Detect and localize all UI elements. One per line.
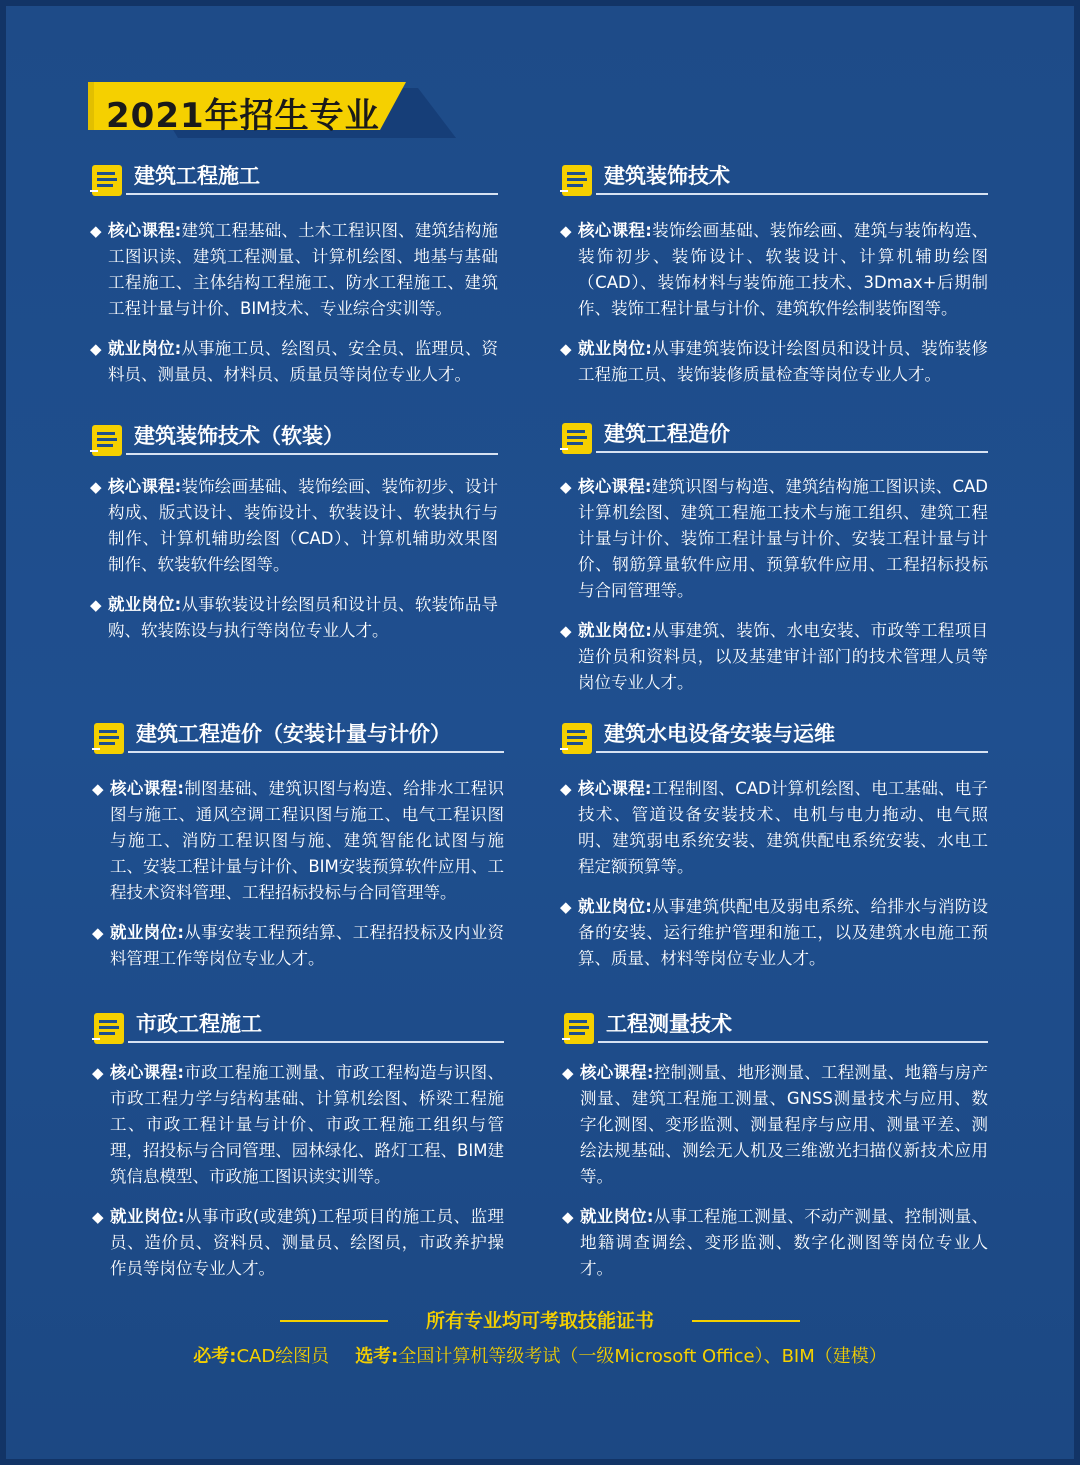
section-divider <box>126 193 498 195</box>
diamond-bullet-icon: ◆ <box>562 1208 574 1226</box>
footer-certificates <box>0 1342 1080 1368</box>
core-text: 建筑识图与构造、建筑结构施工图识读、CAD计算机绘图、建筑工程施工技术与施工组织、建筑工程计量与计价、装饰工程计量与计价、安装工程计量与计价、钢筋算量软件应用、预算软件应用、工程招标投标与合同管理等。 <box>578 477 988 600</box>
jobs-label: 就业岗位: <box>580 1207 654 1226</box>
diamond-bullet-icon: ◆ <box>560 780 572 798</box>
core-courses <box>560 474 988 604</box>
page-title: 2021年招生专业 <box>106 96 380 136</box>
jobs-label: 就业岗位: <box>578 621 652 640</box>
core-label: 核心课程: <box>578 477 652 496</box>
section-card <box>92 718 504 972</box>
section-title: 建筑工程施工 <box>134 164 260 188</box>
diamond-bullet-icon: ◆ <box>560 222 572 240</box>
section-header <box>92 718 504 760</box>
jobs-label: 就业岗位: <box>108 595 182 614</box>
core-courses <box>92 776 504 906</box>
diamond-bullet-icon: ◆ <box>90 222 102 240</box>
core-courses <box>560 776 988 880</box>
section-divider <box>126 453 498 455</box>
section-card <box>90 160 498 388</box>
section-header <box>92 1008 504 1050</box>
jobs-text: 从事建筑、装饰、水电安装、市政等工程项目造价员和资料员，以及基建审计部门的技术管理人员等岗位专业人才。 <box>578 621 989 692</box>
core-courses <box>560 218 988 322</box>
core-label: 核心课程: <box>578 779 652 798</box>
section-divider <box>128 751 504 753</box>
core-text: 控制测量、地形测量、工程测量、地籍与房产测量、建筑工程施工测量、GNSS测量技术与应用、数字化测图、变形监测、测量程序与应用、测量平差、测绘法规基础、测绘无人机及三维激光扫描仪新技术应用等。 <box>580 1063 988 1186</box>
diamond-bullet-icon: ◆ <box>92 1064 104 1082</box>
core-label: 核心课程: <box>110 779 184 798</box>
diamond-bullet-icon: ◆ <box>562 1064 574 1082</box>
core-courses <box>90 474 498 578</box>
section-card <box>562 1008 988 1282</box>
job-positions <box>562 1204 988 1282</box>
core-label: 核心课程: <box>580 1063 654 1082</box>
jobs-label: 就业岗位: <box>110 1207 185 1226</box>
section-header <box>90 420 498 462</box>
jobs-label: 就业岗位: <box>108 339 182 358</box>
required-label: 必考: <box>193 1346 237 1367</box>
core-text: 工程制图、CAD计算机绘图、电工基础、电子技术、管道设备安装技术、电机与电力拖动、电气照明、建筑弱电系统安装、建筑供配电系统安装、水电工程定额预算等。 <box>578 779 988 876</box>
jobs-text: 从事施工员、绘图员、安全员、监理员、资料员、测量员、材料员、质量员等岗位专业人才。 <box>108 339 498 384</box>
jobs-label: 就业岗位: <box>578 339 652 358</box>
diamond-bullet-icon: ◆ <box>560 622 572 640</box>
core-text: 建筑工程基础、土木工程识图、建筑结构施工图识读、建筑工程测量、计算机绘图、地基与基础工程施工、主体结构工程施工、防水工程施工、建筑工程计量与计价、BIM技术、专业综合实训等。 <box>108 221 498 318</box>
section-card <box>560 418 988 696</box>
section-header <box>562 1008 988 1050</box>
jobs-text: 从事建筑供配电及弱电系统、给排水与消防设备的安装、运行维护管理和施工，以及建筑水电施工预算、质量、材料等岗位专业人才。 <box>578 897 989 968</box>
jobs-text: 从事市政(或建筑)工程项目的施工员、监理员、造价员、资料员、测量员、绘图员，市政养护操作员等岗位专业人才。 <box>110 1207 505 1278</box>
diamond-bullet-icon: ◆ <box>90 478 102 496</box>
core-label: 核心课程: <box>110 1063 184 1082</box>
section-title: 工程测量技术 <box>606 1012 732 1036</box>
jobs-text: 从事工程施工测量、不动产测量、控制测量、地籍调查调绘、变形监测、数字化测图等岗位专业人才。 <box>580 1207 988 1278</box>
job-positions <box>92 920 504 972</box>
diamond-bullet-icon: ◆ <box>92 924 104 942</box>
core-label: 核心课程: <box>578 221 652 240</box>
job-positions <box>560 894 988 972</box>
section-divider <box>598 1041 988 1043</box>
jobs-text: 从事软装设计绘图员和设计员、软装饰品导购、软装陈设与执行等岗位专业人才。 <box>108 595 498 640</box>
optional-label: 选考: <box>355 1346 399 1367</box>
section-divider <box>596 451 988 453</box>
diamond-bullet-icon: ◆ <box>560 340 572 358</box>
section-header <box>90 160 498 202</box>
section-divider <box>128 1041 504 1043</box>
diamond-bullet-icon: ◆ <box>560 478 572 496</box>
section-header <box>560 718 988 760</box>
footer-title: 所有专业均可考取技能证书 <box>425 1310 654 1332</box>
section-card <box>92 1008 504 1282</box>
jobs-label: 就业岗位: <box>578 897 652 916</box>
section-title: 建筑工程造价（安装计量与计价） <box>136 722 451 746</box>
diamond-bullet-icon: ◆ <box>92 780 104 798</box>
jobs-label: 就业岗位: <box>110 923 184 942</box>
section-title: 建筑水电设备安装与运维 <box>604 722 835 746</box>
section-card <box>560 160 988 388</box>
core-label: 核心课程: <box>108 477 182 496</box>
optional-value: 全国计算机等级考试（一级Microsoft Office）、BIM（建模） <box>398 1346 887 1367</box>
section-divider <box>596 751 988 753</box>
jobs-text: 从事建筑装饰设计绘图员和设计员、装饰装修工程施工员、装饰装修质量检查等岗位专业人才。 <box>578 339 989 384</box>
job-positions <box>560 336 988 388</box>
section-title: 市政工程施工 <box>136 1012 262 1036</box>
core-label: 核心课程: <box>108 221 182 240</box>
diamond-bullet-icon: ◆ <box>560 898 572 916</box>
section-title: 建筑装饰技术 <box>604 164 730 188</box>
core-text: 市政工程施工测量、市政工程构造与识图、市政工程力学与结构基础、计算机绘图、桥梁工程施工、市政工程计量与计价、市政工程施工组织与管理，招投标与合同管理、园林绿化、路灯工程、BIM建筑信息模型、市政施工图识读实训等。 <box>110 1063 505 1186</box>
diamond-bullet-icon: ◆ <box>90 596 102 614</box>
section-card <box>560 718 988 972</box>
page-title-banner <box>88 82 458 142</box>
core-text: 制图基础、建筑识图与构造、给排水工程识图与施工、通风空调工程识图与施工、电气工程识图与施工、消防工程识图与施、建筑智能化试图与施工、安装工程计量与计价、BIM安装预算软件应用、工程技术资料管理、工程招标投标与合同管理等。 <box>110 779 505 902</box>
core-courses <box>90 218 498 322</box>
core-courses <box>562 1060 988 1190</box>
job-positions <box>560 618 988 696</box>
section-header <box>560 160 988 202</box>
section-title: 建筑工程造价 <box>604 422 730 446</box>
core-courses <box>92 1060 504 1190</box>
section-divider <box>596 193 988 195</box>
jobs-text: 从事安装工程预结算、工程招投标及内业资料管理工作等岗位专业人才。 <box>110 923 505 968</box>
section-card <box>90 420 498 644</box>
job-positions <box>90 336 498 388</box>
section-title: 建筑装饰技术（软装） <box>134 424 344 448</box>
diamond-bullet-icon: ◆ <box>92 1208 104 1226</box>
job-positions <box>92 1204 504 1282</box>
job-positions <box>90 592 498 644</box>
core-text: 装饰绘画基础、装饰绘画、建筑与装饰构造、装饰初步、装饰设计、软装设计、计算机辅助绘图（CAD）、装饰材料与装饰施工技术、3Dmax+后期制作、装饰工程计量与计价、建筑软件绘制装饰图等。 <box>578 221 989 318</box>
section-header <box>560 418 988 460</box>
core-text: 装饰绘画基础、装饰绘画、装饰初步、设计构成、版式设计、装饰设计、软装设计、软装执行与制作、计算机辅助绘图（CAD）、计算机辅助效果图制作、软装软件绘图等。 <box>108 477 498 574</box>
diamond-bullet-icon: ◆ <box>90 340 102 358</box>
required-value: CAD绘图员 <box>236 1346 330 1367</box>
